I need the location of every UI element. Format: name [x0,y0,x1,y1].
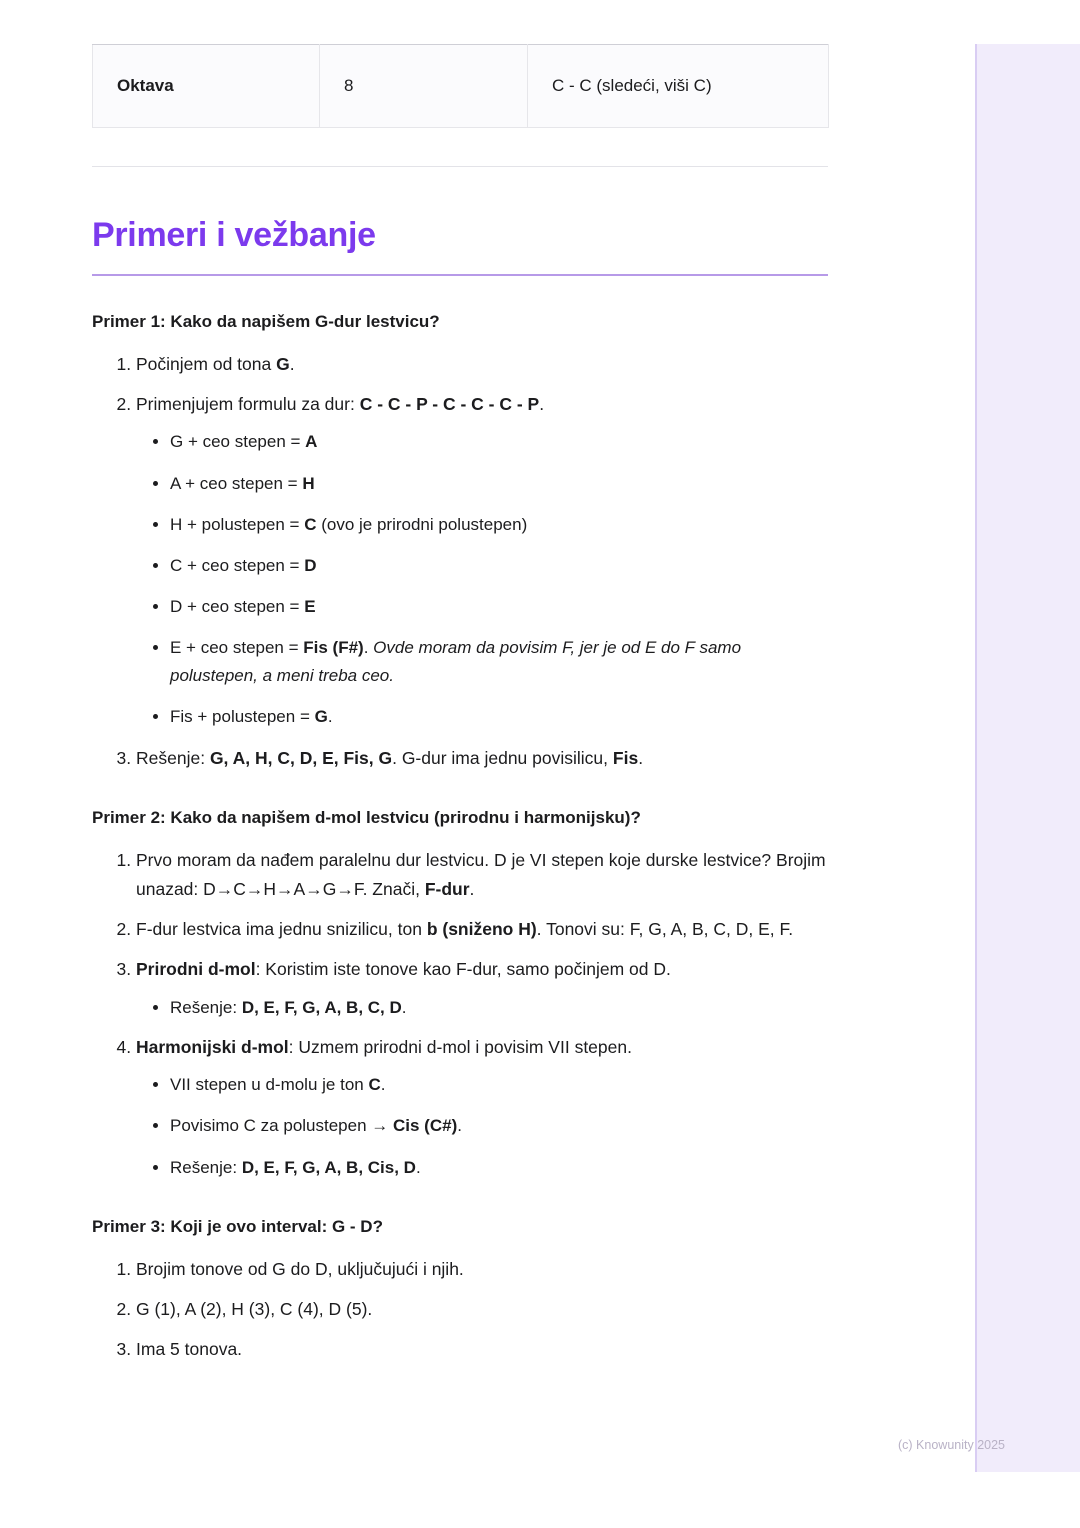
step-text: Prvo moram da nađem paralelnu dur lestvicu. D je VI stepen koje durske lestvice? Brojim unazad: D→C→H→A→G→F. Znači, [136,850,826,899]
document-content [92,44,828,1376]
list-item [170,593,828,620]
bullet-emphasis: Fis (F#) [303,638,364,658]
bullet-emphasis: E [304,597,316,617]
example-3-steps [92,1255,828,1364]
step-emphasis: C - C - P - C - C - C - P [359,394,540,415]
bullet-text: A + ceo stepen = [170,473,303,493]
bullet-emphasis: D, E, F, G, A, B, C, D [241,997,402,1017]
bullet-tail: . [457,1116,462,1136]
table-row [93,45,829,128]
bullet-text: Rešenje: [170,1157,242,1177]
bullet-text: H + polustepen = [170,514,305,534]
step-text: Počinjem od tona [136,353,277,374]
list-item: 2. G (1), A (2), H (3), C (4), D (5). [136,1295,828,1323]
bullet-text: G + ceo stepen = [170,432,306,452]
list-item: 3. Ima 5 tonova. [136,1335,828,1363]
example-2-sub-bullets-natural [136,994,828,1021]
step-tail: . [469,878,475,899]
list-item [136,1033,828,1181]
bullet-emphasis: D [304,556,317,576]
bullet-tail: . [327,706,333,726]
step-text: Primenjujem formulu za dur: [136,394,360,415]
bullet-tail: . [415,1157,421,1177]
step-tail: . [289,353,295,374]
step-text: Rešenje: [136,747,210,768]
table-cell-name: Oktava [93,45,320,128]
table-cell-number: 8 [320,45,528,128]
title-underline [92,274,828,276]
step-tail: : Koristim iste tonove kao F-dur, samo počinjem od D. [255,959,671,980]
list-item [170,634,828,688]
step-emphasis: G, A, H, C, D, E, Fis, G [209,747,393,768]
step-emphasis: Prirodni d-mol [136,959,256,980]
step-emphasis: b (sniženo H) [426,919,537,940]
example-3-heading: Primer 3: Koji je ovo interval: G - D? [92,1216,383,1236]
bullet-emphasis: D, E, F, G, A, B, Cis, D [241,1157,416,1177]
bullet-text: Povisimo C za polustepen → [170,1116,393,1136]
example-1-steps [92,350,828,773]
step-tail: . [638,747,644,768]
page-title: Primeri i vežbanje [92,216,376,254]
list-item [136,915,828,943]
bullet-text: E + ceo stepen = [170,638,304,658]
list-item [170,1071,828,1098]
list-item [136,744,828,772]
bullet-tail: . [401,997,407,1017]
step-emphasis: Harmonijski d-mol [136,1036,289,1057]
list-item [136,955,828,1021]
list-item [170,703,828,730]
bullet-text: Rešenje: [170,997,242,1017]
list-item [136,390,828,730]
intervals-table [92,44,829,128]
list-item [170,511,828,538]
bullet-tail: . [380,1075,386,1095]
bullet-emphasis: H [302,473,315,493]
bullet-text: D + ceo stepen = [170,597,305,617]
bullet-text: Fis + polustepen = [170,706,315,726]
step-text: F-dur lestvica ima jednu snizilicu, ton [136,919,427,940]
copyright-watermark: (c) Knowunity 2025 [898,1438,1006,1452]
bullet-note: Ovde moram da povisim F, jer je od E do F samo polustepen, a meni treba ceo. [170,638,742,685]
bullet-emphasis: C [304,514,317,534]
bullet-text: C + ceo stepen = [170,556,305,576]
page-side-divider [975,44,977,1472]
bullet-tail: (ovo je prirodni polustepen) [316,514,528,534]
example-2-heading: Primer 2: Kako da napišem d-mol lestvicu (prirodnu i harmonijsku)? [92,808,641,828]
example-1-sub-bullets [136,428,828,730]
list-item: 1. Brojim tonove od G do D, uključujući i njih. [136,1255,828,1283]
section-divider [92,166,828,167]
step-mid: . G-dur ima jednu povisilicu, [392,747,613,768]
step-tail: . [539,394,545,415]
table-cell-desc: C - C (sledeći, viši C) [528,45,829,128]
list-item [170,1154,828,1181]
list-item [170,994,828,1021]
step-tail: : Uzmem prirodni d-mol i povisim VII stepen. [288,1036,632,1057]
step-emphasis-2: Fis [612,747,639,768]
bullet-text: VII stepen u d-molu je ton [170,1075,369,1095]
example-1-heading: Primer 1: Kako da napišem G-dur lestvicu? [92,311,440,331]
step-emphasis: G [276,353,290,374]
list-item [170,428,828,455]
list-item [136,846,828,903]
step-emphasis: F-dur [424,878,470,899]
list-item [170,1112,828,1139]
list-item [170,470,828,497]
bullet-emphasis: Cis (C#) [393,1116,458,1136]
example-2-sub-bullets-harmonic [136,1071,828,1181]
bullet-emphasis: G [314,706,328,726]
bullet-emphasis: C [368,1075,381,1095]
bullet-emphasis: A [305,432,318,452]
bullet-tail: . [363,638,374,658]
list-item [136,350,828,378]
page-side-tint [975,44,1080,1472]
list-item [170,552,828,579]
example-2-steps [92,846,828,1180]
step-tail: . Tonovi su: F, G, A, B, C, D, E, F. [536,919,794,940]
